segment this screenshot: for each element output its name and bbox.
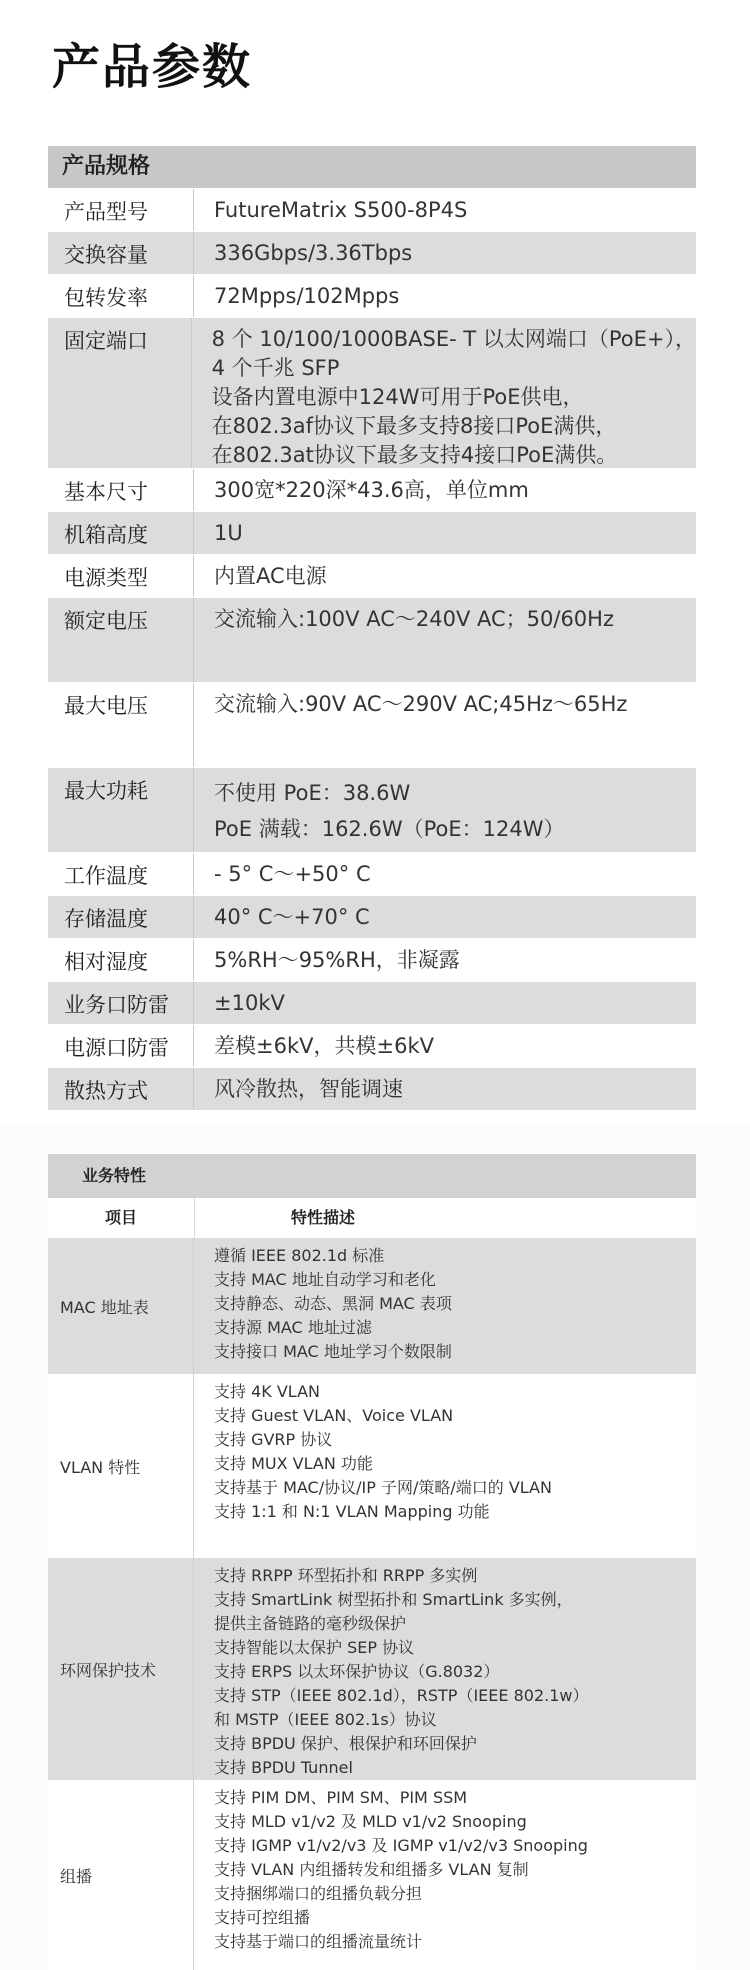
feature-description-line: 支持 Guest VLAN、Voice VLAN <box>214 1406 454 1425</box>
spec-row <box>48 231 696 274</box>
feature-description-line: 遵循 IEEE 802.1d 标准 <box>214 1246 385 1265</box>
feature-description-line: 支持基于端口的组播流量统计 <box>214 1932 423 1951</box>
spec-row <box>48 767 696 852</box>
feature-description-line: 支持 BPDU 保护、根保护和环回保护 <box>214 1734 477 1753</box>
spec-value-line: 1U <box>214 521 243 545</box>
spec-row <box>48 852 696 895</box>
spec-value-line: 内置AC电源 <box>214 564 327 588</box>
spec-value-line: 40° C～+70° C <box>214 905 370 929</box>
spec-value-line: 差模±6kV，共模±6kV <box>214 1034 434 1058</box>
feature-description <box>194 1558 696 1780</box>
spec-row <box>48 468 696 511</box>
spec-value <box>194 768 696 852</box>
spec-value-line: 设备内置电源中124W可用于PoE供电， <box>211 385 584 409</box>
spec-value <box>194 189 696 231</box>
spec-value-line: ±10kV <box>214 991 285 1015</box>
feature-label: VLAN 特性 <box>48 1374 194 1558</box>
spec-label: 产品型号 <box>48 189 194 231</box>
spec-row <box>48 682 696 767</box>
feature-description-line: 支持源 MAC 地址过滤 <box>214 1318 372 1337</box>
spec-value <box>192 318 696 468</box>
spec-label: 存储温度 <box>48 896 194 938</box>
spec-label: 交换容量 <box>48 232 194 274</box>
spec-label: 散热方式 <box>48 1068 194 1110</box>
feature-description-line: 支持 VLAN 内组播转发和组播多 VLAN 复制 <box>214 1860 529 1879</box>
spec-value-line: 交流输入:90V AC～290V AC;45Hz～65Hz <box>214 692 628 716</box>
spec-label: 工作温度 <box>48 853 194 895</box>
column-header-item: 项目 <box>48 1198 195 1238</box>
spec-label: 业务口防雷 <box>48 982 194 1024</box>
spec-value <box>194 939 696 981</box>
spec-value <box>194 683 696 767</box>
spec-row <box>48 981 696 1024</box>
features-table <box>48 1154 696 1970</box>
feature-description <box>194 1374 696 1558</box>
feature-row <box>48 1238 696 1374</box>
spec-value-line: 72Mpps/102Mpps <box>214 284 400 308</box>
feature-description <box>194 1780 696 1970</box>
spec-label: 电源口防雷 <box>48 1025 194 1067</box>
spec-row <box>48 511 696 554</box>
feature-description-line: 支持 1:1 和 N:1 VLAN Mapping 功能 <box>214 1502 490 1521</box>
spec-label: 额定电压 <box>48 598 194 682</box>
feature-description-line: 支持 MAC 地址自动学习和老化 <box>214 1270 436 1289</box>
feature-description-line: 支持接口 MAC 地址学习个数限制 <box>214 1342 452 1361</box>
feature-description-line: 支持 GVRP 协议 <box>214 1430 333 1449</box>
spec-value <box>194 275 696 317</box>
feature-description-line: 支持 IGMP v1/v2/v3 及 IGMP v1/v2/v3 Snooping <box>214 1836 588 1855</box>
feature-description-line: 支持静态、动态、黑洞 MAC 表项 <box>214 1294 452 1313</box>
spec-value-line: - 5° C～+50° C <box>214 862 371 886</box>
feature-description-line: 支持可控组播 <box>214 1908 311 1927</box>
spec-row <box>48 895 696 938</box>
feature-description-line: 支持 BPDU Tunnel <box>214 1758 353 1777</box>
spec-value-line: 风冷散热，智能调速 <box>214 1077 403 1101</box>
spec-row <box>48 188 696 231</box>
spec-label: 机箱高度 <box>48 512 194 554</box>
features-column-headers <box>48 1198 696 1238</box>
spec-label: 基本尺寸 <box>48 469 194 511</box>
spec-value <box>194 555 696 597</box>
feature-description-line: 支持 MUX VLAN 功能 <box>214 1454 373 1473</box>
spec-value-line: 交流输入:100V AC～240V AC；50/60Hz <box>214 607 614 631</box>
spec-row <box>48 554 696 597</box>
spec-value-line: 在802.3at协议下最多支持4接口PoE满供。 <box>211 443 618 467</box>
spec-value <box>194 1068 696 1110</box>
spec-value-line: 4 个千兆 SFP <box>211 356 340 380</box>
feature-row <box>48 1374 696 1558</box>
feature-row <box>48 1780 696 1970</box>
page-title: 产品参数 <box>52 39 253 95</box>
spec-value <box>194 598 696 682</box>
feature-description-line: 支持 ERPS 以太环保护协议（G.8032） <box>214 1662 500 1681</box>
spec-row <box>48 938 696 981</box>
feature-description <box>194 1238 696 1374</box>
spec-row <box>48 317 696 468</box>
feature-description-line: 支持 MLD v1/v2 及 MLD v1/v2 Snooping <box>214 1812 527 1831</box>
feature-label: 环网保护技术 <box>48 1558 194 1780</box>
feature-row <box>48 1558 696 1780</box>
feature-label: MAC 地址表 <box>48 1238 194 1374</box>
spec-value <box>194 896 696 938</box>
feature-description-line: 支持 RRPP 环型拓扑和 RRPP 多实例 <box>214 1566 478 1585</box>
spec-value-line: 5%RH～95%RH，非凝露 <box>214 948 460 972</box>
feature-description-line: 支持 PIM DM、PIM SM、PIM SSM <box>214 1788 468 1807</box>
feature-description-line: 支持捆绑端口的组播负载分担 <box>214 1884 423 1903</box>
spec-label: 固定端口 <box>48 318 192 468</box>
spec-row <box>48 1067 696 1110</box>
features-table-header: 业务特性 <box>48 1154 696 1198</box>
spec-value-line: 在802.3af协议下最多支持8接口PoE满供， <box>211 414 617 438</box>
spec-label: 最大功耗 <box>48 768 194 852</box>
spec-table <box>48 146 696 1110</box>
feature-description-line: 支持基于 MAC/协议/IP 子网/策略/端口的 VLAN <box>214 1478 552 1497</box>
feature-description-line: 支持 SmartLink 树型拓扑和 SmartLink 多实例， <box>214 1590 573 1609</box>
spec-label: 电源类型 <box>48 555 194 597</box>
spec-value <box>194 512 696 554</box>
spec-value-line: PoE 满载：162.6W（PoE：124W） <box>214 817 565 841</box>
feature-description-line: 和 MSTP（IEEE 802.1s）协议 <box>214 1710 437 1729</box>
spec-label: 最大电压 <box>48 683 194 767</box>
column-header-description: 特性描述 <box>291 1208 356 1227</box>
feature-description-line: 支持 STP（IEEE 802.1d），RSTP（IEEE 802.1w） <box>214 1686 589 1705</box>
feature-label: 组播 <box>48 1780 194 1970</box>
feature-description-line: 提供主备链路的毫秒级保护 <box>214 1614 407 1633</box>
spec-row <box>48 597 696 682</box>
spec-value <box>194 982 696 1024</box>
spec-row <box>48 1024 696 1067</box>
spec-value-line: FutureMatrix S500-8P4S <box>214 198 468 222</box>
spec-label: 相对湿度 <box>48 939 194 981</box>
spec-value-line: 8 个 10/100/1000BASE- T 以太网端口（PoE+）， <box>211 327 696 351</box>
spec-value-line: 300宽*220深*43.6高，单位mm <box>214 478 529 502</box>
spec-value <box>194 853 696 895</box>
spec-value <box>194 469 696 511</box>
spec-label: 包转发率 <box>48 275 194 317</box>
spec-value-line: 不使用 PoE：38.6W <box>214 781 411 805</box>
feature-description-line: 支持 4K VLAN <box>214 1382 320 1401</box>
spec-row <box>48 274 696 317</box>
spec-value <box>194 232 696 274</box>
spec-value-line: 336Gbps/3.36Tbps <box>214 241 413 265</box>
spec-table-header: 产品规格 <box>48 146 696 188</box>
feature-description-line: 支持智能以太保护 SEP 协议 <box>214 1638 415 1657</box>
spec-value <box>194 1025 696 1067</box>
